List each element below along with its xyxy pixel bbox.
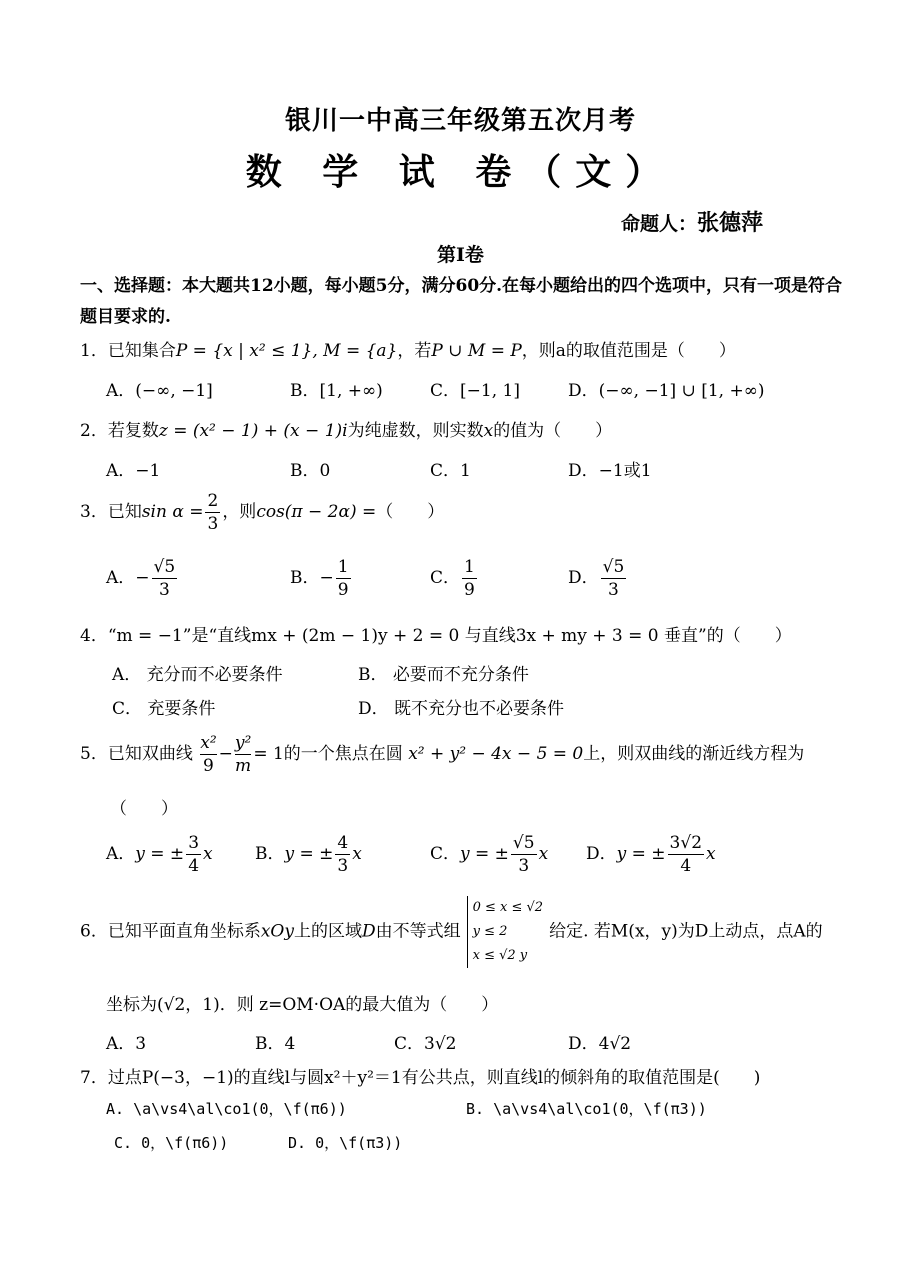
q3-stem-a: 已知 xyxy=(107,502,142,522)
q3-frac-den: 3 xyxy=(207,514,219,534)
q6-stem-d: 给定. 若M(x，y)为D上动点，点A的 xyxy=(549,921,823,942)
option-pre: y = ± xyxy=(135,844,185,864)
frac-num: 4 xyxy=(337,833,349,853)
frac-num: √5 xyxy=(602,557,625,577)
option-post: x xyxy=(706,844,716,864)
q6-option-a: A．3 xyxy=(106,1034,147,1054)
q5-stem-b: 的一个焦点在圆 xyxy=(283,744,403,764)
q5-option-d xyxy=(586,832,716,877)
paper-title: 数 学 试 卷（文） xyxy=(245,151,676,193)
q6-option-d: D．4√2 xyxy=(568,1034,632,1054)
q6-num: 6． xyxy=(80,921,108,942)
q1-stem-a: 已知集合 xyxy=(107,341,176,361)
frac-den: 9 xyxy=(203,756,214,776)
author-line xyxy=(621,206,763,237)
q2-num: 2． xyxy=(80,421,108,441)
q1-num: 1． xyxy=(80,341,108,361)
question-2 xyxy=(80,416,612,441)
q2-stem-a: 若复数 xyxy=(107,421,159,441)
author-label: 命题人： xyxy=(620,213,697,235)
q1-option-d: D．(−∞, −1] ∪ [1, +∞) xyxy=(568,381,765,401)
q1-stem-c: ，则a的取值范围是（ ） xyxy=(521,341,736,361)
option-fraction xyxy=(668,832,704,877)
frac-den: 3 xyxy=(158,580,170,600)
frac-den: 3 xyxy=(337,856,349,876)
q6-line-2: 坐标为(√2，1)．则 z=OM·OA的最大值为（ ） xyxy=(106,995,499,1015)
school-title: 银川一中高三年级第五次月考 xyxy=(284,106,636,136)
q4-num: 4． xyxy=(80,626,108,646)
option-fraction xyxy=(601,556,627,601)
q5-stem-a: 已知双曲线 xyxy=(107,744,193,764)
q5-option-c xyxy=(430,832,548,877)
q3-expr: cos(π − 2α) = xyxy=(256,502,377,522)
frac-den: 4 xyxy=(188,856,200,876)
q7-option-a: A. \a\vs4\al\co1(0，\f(π6)) xyxy=(106,1100,347,1118)
frac-num: 1 xyxy=(337,557,349,577)
option-fraction xyxy=(511,832,537,877)
q6-option-b: B．4 xyxy=(255,1034,296,1054)
q2-expr: z = (x² − 1) + (x − 1)i xyxy=(158,421,348,441)
q3-stem-c: （ ） xyxy=(376,502,445,522)
q2-option-c: C．1 xyxy=(430,461,471,481)
option-post: x xyxy=(538,844,549,864)
q4-option-d: D． 既不充分也不必要条件 xyxy=(358,699,565,719)
volume-heading: 第Ⅰ卷 xyxy=(437,244,484,266)
q1-option-c: C．[−1, 1] xyxy=(430,381,520,401)
q5-eq: = 1 xyxy=(253,744,284,764)
q2-option-b: B．0 xyxy=(290,461,331,481)
q5-stem-c: 上，则双曲线的渐近线方程为 xyxy=(583,744,805,764)
q6-stem-b: 上的区域 xyxy=(293,921,362,942)
option-pre: y = ± xyxy=(460,844,509,864)
q6-xoy: xOy xyxy=(260,921,294,942)
question-3 xyxy=(80,490,444,535)
question-6 xyxy=(80,896,823,968)
q1-option-a: A．(−∞, −1] xyxy=(106,381,213,401)
frac-num: 1 xyxy=(464,557,475,577)
frac-den: 4 xyxy=(680,856,692,876)
option-post: x xyxy=(352,844,362,864)
q3-lhs: sin α = xyxy=(141,502,204,522)
inequality-2: y ≤ 2 xyxy=(472,924,508,939)
question-5 xyxy=(80,732,804,777)
q3-option-b xyxy=(290,556,353,601)
q5-fraction-y xyxy=(235,732,251,777)
frac-num: √5 xyxy=(512,833,535,853)
frac-den: 9 xyxy=(464,580,475,600)
option-fraction xyxy=(186,832,201,877)
option-sign: − xyxy=(319,568,334,588)
option-fraction xyxy=(335,832,350,877)
frac-den: 9 xyxy=(337,580,349,600)
option-sign: − xyxy=(135,568,150,588)
option-pre: y = ± xyxy=(616,844,666,864)
frac-den: 3 xyxy=(608,580,619,600)
q1-option-b: B．[1, +∞) xyxy=(290,381,383,401)
question-4 xyxy=(80,621,792,646)
q7-option-d: D. 0，\f(π3)) xyxy=(288,1134,403,1152)
option-label: B． xyxy=(290,568,320,588)
q5-minus: − xyxy=(218,744,233,764)
q4-option-a: A． 充分而不必要条件 xyxy=(112,665,283,685)
q7-num: 7． xyxy=(80,1068,108,1088)
author-name: 张德萍 xyxy=(696,210,763,236)
q7-option-c: C. 0，\f(π6)) xyxy=(114,1134,229,1152)
q6-option-c: C．3√2 xyxy=(394,1034,457,1054)
q3-stem-b: ，则 xyxy=(222,502,257,522)
question-7 xyxy=(80,1063,760,1088)
q5-option-b xyxy=(255,832,362,877)
option-label: D． xyxy=(568,568,599,588)
q5-answer-paren: （ ） xyxy=(110,799,178,819)
q3-option-d xyxy=(568,556,628,601)
q5-num: 5． xyxy=(80,744,108,764)
frac-den: 3 xyxy=(518,856,530,876)
option-label: C． xyxy=(430,844,461,864)
inequality-3: x ≤ √2 y xyxy=(472,948,528,963)
q2-option-a: A．−1 xyxy=(106,461,161,481)
option-label: C． xyxy=(430,568,461,588)
frac-num: x² xyxy=(200,733,217,753)
q7-option-b: B. \a\vs4\al\co1(0，\f(π3)) xyxy=(466,1100,707,1118)
q7-stem: 过点P(−3，−1)的直线l与圆x²＋y²＝1有公共点，则直线l的倾斜角的取值范围是( ) xyxy=(107,1068,761,1088)
option-fraction xyxy=(462,556,477,601)
q3-option-a xyxy=(106,556,179,601)
q2-option-d: D．−1或1 xyxy=(568,461,652,481)
inequality-1: 0 ≤ x ≤ √2 xyxy=(472,900,544,915)
q2-stem-b: 为纯虚数，则实数 xyxy=(347,421,484,441)
q3-num: 3． xyxy=(80,502,108,522)
q5-fraction-x xyxy=(200,732,216,777)
q4-stem: “m = −1”是“直线mx + (2m − 1)y + 2 = 0 与直线3x + my + 3 = 0 垂直”的（ ） xyxy=(107,626,792,646)
frac-num: 3√2 xyxy=(669,833,703,853)
q6-inequality-system xyxy=(467,896,543,968)
option-fraction xyxy=(336,556,351,601)
section-heading: 一、选择题：本大题共12小题，每小题5分，满分60分.在每小题给出的四个选项中，只有一项是符合题目要求的. xyxy=(80,276,843,327)
q3-frac-num: 2 xyxy=(207,491,219,511)
q1-stem-b: ，若 xyxy=(397,341,432,361)
q6-d: D xyxy=(361,921,376,942)
option-label: B． xyxy=(255,844,285,864)
q2-var: x xyxy=(483,421,494,441)
option-pre: y = ± xyxy=(284,844,334,864)
q1-sets: P = {x | x² ≤ 1}, M = {a} xyxy=(175,341,398,361)
option-label: A． xyxy=(106,844,136,864)
option-fraction xyxy=(152,556,178,601)
frac-den: m xyxy=(235,756,252,776)
q1-cond: P ∪ M = P xyxy=(431,341,522,361)
option-label: A． xyxy=(106,568,136,588)
option-label: D． xyxy=(586,844,617,864)
q3-option-c xyxy=(430,556,479,601)
q6-stem-c: 由不等式组 xyxy=(375,921,461,942)
question-1 xyxy=(80,336,736,361)
q5-circle: x² + y² − 4x − 5 = 0 xyxy=(408,744,584,764)
q3-fraction xyxy=(205,490,220,535)
frac-num: √5 xyxy=(153,557,176,577)
q4-option-c: C． 充要条件 xyxy=(112,699,216,719)
q5-option-a xyxy=(106,832,213,877)
frac-num: y² xyxy=(234,733,252,753)
frac-num: 3 xyxy=(188,833,200,853)
q4-option-b: B． 必要而不充分条件 xyxy=(358,665,529,685)
q6-stem-a: 已知平面直角坐标系 xyxy=(107,921,261,942)
q2-stem-c: 的值为（ ） xyxy=(493,421,613,441)
option-post: x xyxy=(203,844,213,864)
